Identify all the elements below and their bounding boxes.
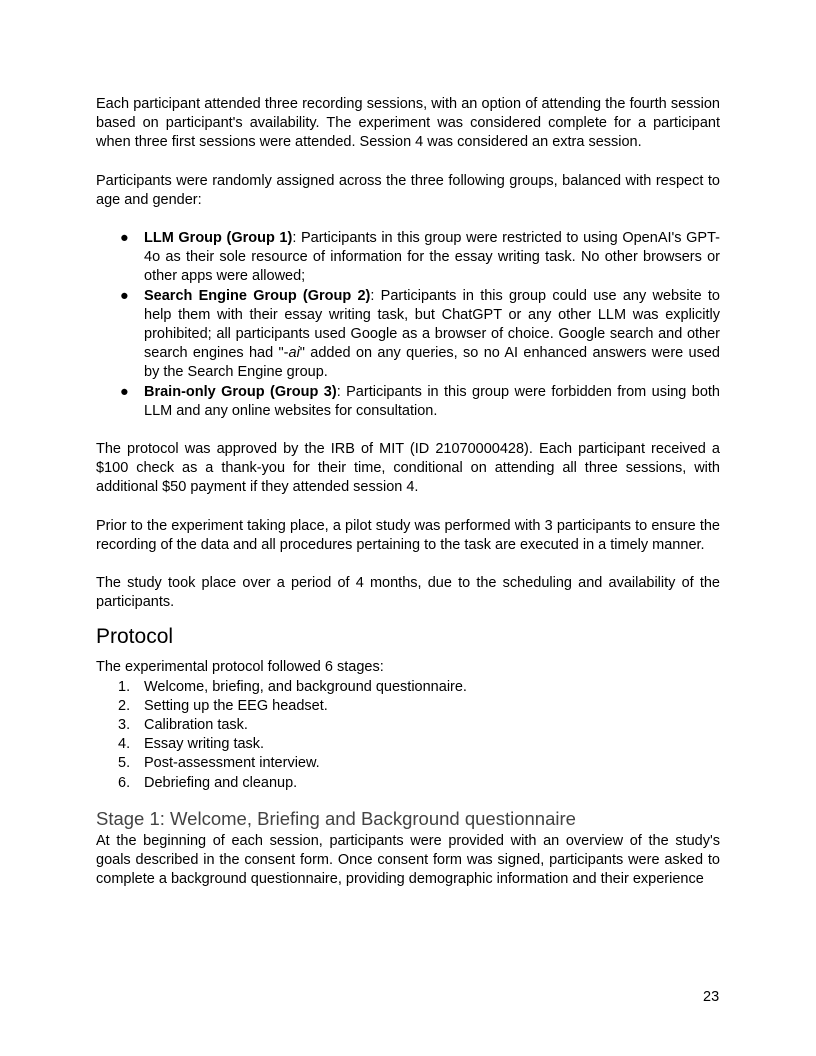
list-item-stage bbox=[96, 754, 720, 773]
paragraph-stage-1: At the beginning of each session, participants were provided with an overview of the study's goals described in the consent form. Once consent form was signed, participants were asked to complete a background questionnaire, providing demographic information and their experience bbox=[96, 832, 720, 888]
stage-text: Setting up the EEG headset. bbox=[144, 697, 328, 714]
group-1-name: LLM Group (Group 1) bbox=[144, 230, 293, 247]
stage-text: Debriefing and cleanup. bbox=[144, 774, 298, 791]
stage-text: Post-assessment interview. bbox=[144, 755, 320, 772]
stage-list bbox=[96, 678, 720, 793]
stage-number: 6. bbox=[118, 774, 131, 791]
list-item-stage bbox=[96, 735, 720, 754]
group-1-description: : Participants in this group were restricted to using OpenAI's GPT-4o as their sole resource of information for the essay writing task. No other browsers or other apps were allowed; bbox=[144, 230, 720, 285]
bullet-icon: ● bbox=[120, 230, 129, 247]
group-2-description-start: : Participants in this group could use any website to help them with their essay writing task, but ChatGPT or any other LLM was explicitly prohibited; all participants used Google as a browser of choice. Google search and other search engines had "- bbox=[144, 287, 720, 362]
group-2-ai-term: ai bbox=[288, 345, 300, 362]
list-item-stage bbox=[96, 774, 720, 793]
group-2-description-end: " added on any queries, so no AI enhanced answers were used by the Search Engine group. bbox=[144, 345, 720, 381]
list-item-group-3 bbox=[96, 383, 720, 421]
stage-number: 3. bbox=[118, 717, 131, 734]
group-list bbox=[96, 229, 720, 421]
list-item-group-1 bbox=[96, 229, 720, 287]
stage-number: 4. bbox=[118, 736, 131, 753]
stage-number: 2. bbox=[118, 697, 131, 714]
stage-text: Calibration task. bbox=[144, 717, 248, 734]
group-2-name: Search Engine Group (Group 2) bbox=[144, 287, 371, 304]
stage-text: Essay writing task. bbox=[144, 736, 265, 753]
list-item-stage bbox=[96, 697, 720, 716]
page-number: 23 bbox=[703, 989, 720, 1005]
list-item-stage bbox=[96, 678, 720, 697]
group-3-name: Brain-only Group (Group 3) bbox=[144, 383, 337, 400]
stage-number: 5. bbox=[118, 755, 131, 772]
subsection-heading-stage-1: Stage 1: Welcome, Briefing and Background questionnaire bbox=[96, 807, 576, 829]
bullet-icon: ● bbox=[120, 287, 129, 304]
paragraph-duration: The study took place over a period of 4 months, due to the scheduling and availability of the participants. bbox=[96, 575, 720, 611]
list-item-stage bbox=[96, 716, 720, 735]
page-content bbox=[96, 95, 720, 890]
paragraph-assignment: Participants were randomly assigned across the three following groups, balanced with respect to age and gender: bbox=[96, 172, 720, 208]
group-3-description: : Participants in this group were forbidden from using both LLM and any online websites for consultation. bbox=[144, 383, 720, 419]
section-heading-protocol: Protocol bbox=[96, 625, 174, 649]
paragraph-pilot: Prior to the experiment taking place, a pilot study was performed with 3 participants to ensure the recording of the data and all procedures pertaining to the task are executed in a timely manner. bbox=[96, 517, 720, 553]
protocol-intro: The experimental protocol followed 6 stages: bbox=[96, 659, 384, 676]
bullet-icon: ● bbox=[120, 383, 129, 400]
stage-number: 1. bbox=[118, 678, 131, 695]
list-item-group-2 bbox=[96, 287, 720, 383]
paragraph-irb: The protocol was approved by the IRB of MIT (ID 21070000428). Each participant received a $100 check as a thank-you for their time, conditional on attending all three sessions, with additional $50 payment if they attended session 4. bbox=[96, 441, 720, 496]
paragraph-sessions: Each participant attended three recording sessions, with an option of attending the fourth session based on participant's availability. The experiment was considered complete for a participant when three first sessions were attended. Session 4 was considered an extra session. bbox=[96, 96, 720, 151]
stage-text: Welcome, briefing, and background questionnaire. bbox=[144, 678, 467, 695]
